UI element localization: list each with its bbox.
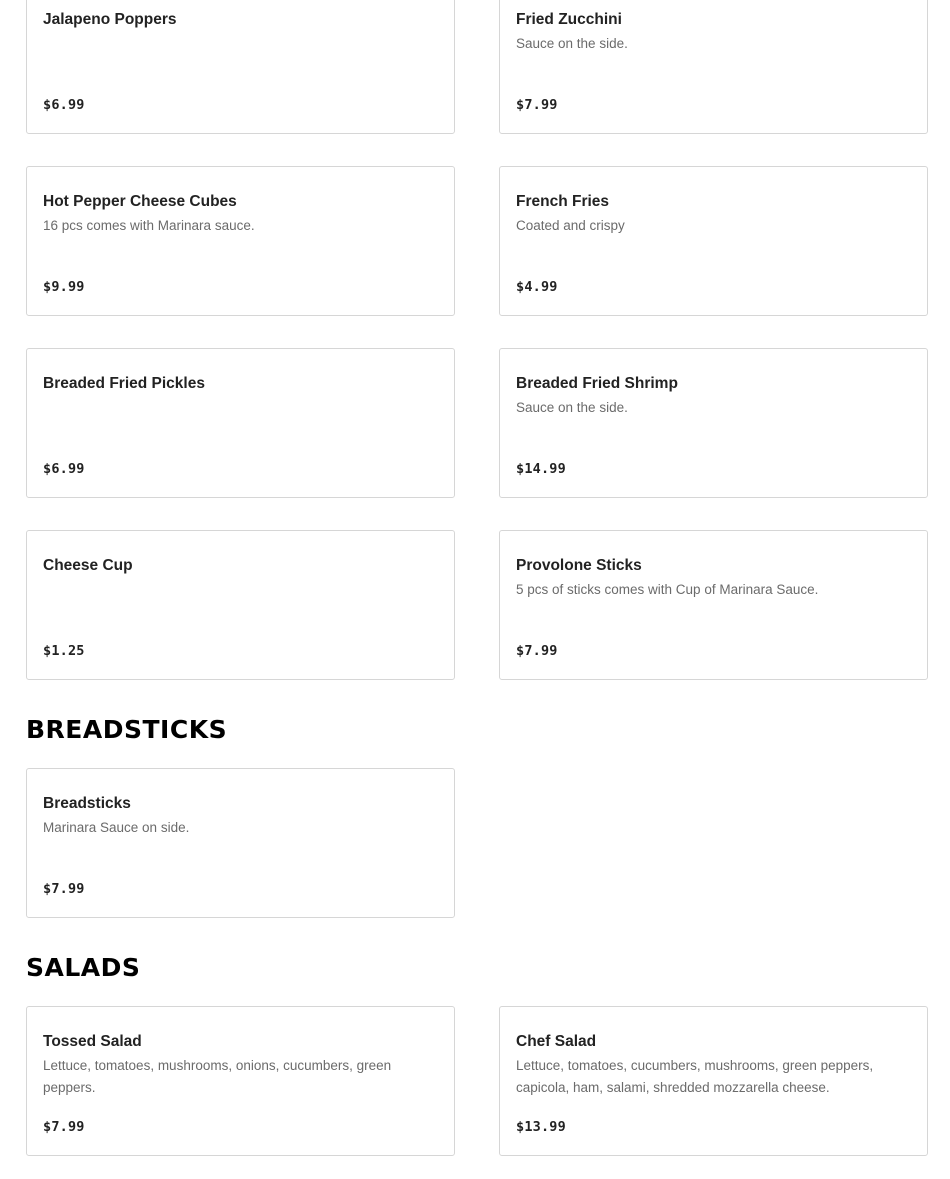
section-title-salads: SALADS [26,953,141,982]
menu-item-price: $4.99 [516,279,558,295]
menu-item-card[interactable] [26,768,455,918]
menu-item-name: Tossed Salad [43,1033,142,1050]
menu-item-card[interactable] [499,166,928,316]
menu-item-card[interactable] [499,0,928,134]
menu-item-name: Jalapeno Poppers [43,11,177,28]
menu-item-card[interactable] [26,0,455,134]
menu-item-price: $7.99 [516,97,558,113]
menu-item-price: $9.99 [43,279,85,295]
menu-item-name: French Fries [516,193,610,210]
menu-item-price: $7.99 [43,881,85,897]
menu-item-name: Cheese Cup [43,557,133,574]
menu-item-price: $6.99 [43,97,85,113]
menu-item-card[interactable] [26,166,455,316]
menu-item-card[interactable] [499,530,928,680]
menu-item-card[interactable] [26,530,455,680]
menu-item-name: Provolone Sticks [516,557,642,574]
menu-item-name: Breaded Fried Pickles [43,375,205,392]
menu-item-description: Lettuce, tomatoes, mushrooms, onions, cucumbers, green peppers. [43,1058,392,1095]
menu-item-card[interactable] [26,348,455,498]
menu-item-price: $7.99 [516,643,558,659]
menu-item-name: Breaded Fried Shrimp [516,375,678,392]
menu-item-price: $13.99 [516,1119,566,1135]
menu-item-name: Hot Pepper Cheese Cubes [43,193,237,210]
menu-item-card[interactable] [499,348,928,498]
menu-item-description: 16 pcs comes with Marinara sauce. [43,218,255,233]
menu-item-price: $6.99 [43,461,85,477]
menu-item-description: Coated and crispy [516,218,625,233]
section-title-breadsticks: BREADSTICKS [26,715,228,744]
menu-item-name: Breadsticks [43,795,131,812]
menu-item-card[interactable] [26,1006,455,1156]
menu-item-card[interactable] [499,1006,928,1156]
menu-item-description: 5 pcs of sticks comes with Cup of Marinara Sauce. [516,582,819,597]
menu-item-description: Marinara Sauce on side. [43,820,190,835]
menu-item-description: Sauce on the side. [516,36,628,51]
menu-item-price: $7.99 [43,1119,85,1135]
menu-item-name: Chef Salad [516,1033,597,1050]
menu-item-name: Fried Zucchini [516,11,622,28]
menu-item-price: $14.99 [516,461,566,477]
menu-item-description: Sauce on the side. [516,400,628,415]
menu-item-price: $1.25 [43,643,85,659]
menu-item-description: Lettuce, tomatoes, cucumbers, mushrooms, green peppers, capicola, ham, salami, shredded mozzarella cheese. [516,1058,874,1095]
